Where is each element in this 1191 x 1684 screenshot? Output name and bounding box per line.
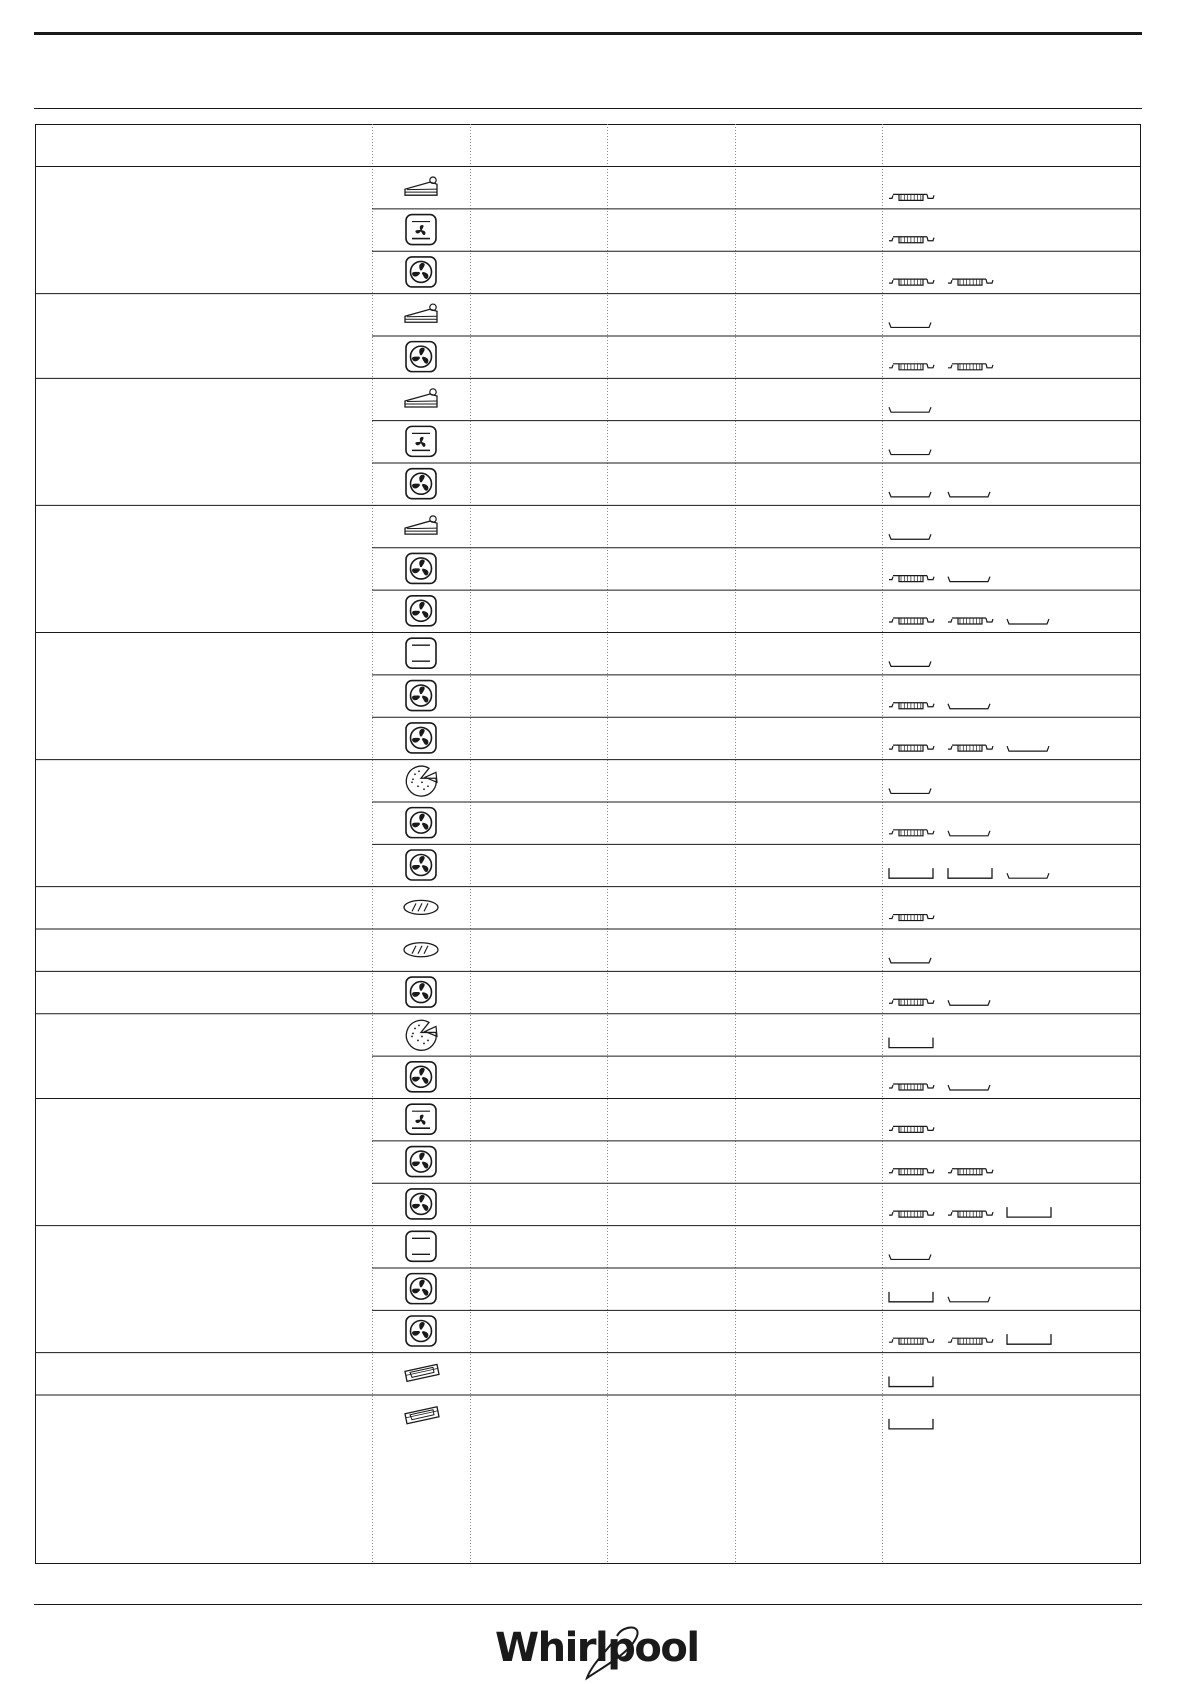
wire-shelf-icon (889, 534, 931, 539)
rack-tray-icon (889, 1211, 934, 1217)
drip-pan-icon (889, 1419, 933, 1429)
wire-shelf-icon (1007, 746, 1049, 751)
bread-icon (404, 900, 438, 914)
rack-tray-icon (889, 999, 934, 1005)
rack-tray-icon (948, 1169, 993, 1175)
pizza-icon (406, 766, 437, 796)
cake-icon (405, 516, 437, 534)
drip-pan-icon (889, 1377, 933, 1387)
rack-tray-icon (948, 745, 993, 751)
forced-air-icon (406, 342, 436, 372)
rack-tray-icon (948, 279, 993, 285)
wire-shelf-icon (889, 450, 931, 455)
wire-shelf-icon (889, 492, 931, 497)
rack-tray-icon (889, 618, 934, 624)
wire-shelf-icon (889, 1254, 931, 1259)
convection-bake-icon (406, 215, 436, 245)
drip-pan-icon (889, 868, 933, 878)
forced-air-icon (406, 469, 436, 499)
forced-air-icon (406, 681, 436, 711)
wire-shelf-icon (889, 322, 931, 327)
rack-tray-icon (889, 745, 934, 751)
wire-shelf-icon (889, 407, 931, 412)
forced-air-icon (406, 1274, 436, 1304)
wire-shelf-icon (948, 704, 990, 709)
wire-shelf-icon (1007, 619, 1049, 624)
brand-logo (495, 1614, 699, 1682)
drip-pan-icon (1007, 1207, 1051, 1217)
rack-tray-icon (948, 364, 993, 370)
wire-shelf-icon (948, 577, 990, 582)
rack-tray-icon (948, 1338, 993, 1344)
wire-shelf-icon (948, 831, 990, 836)
conventional-icon (406, 1231, 436, 1261)
header-rule (34, 108, 1142, 109)
forced-air-icon (406, 723, 436, 753)
drip-pan-icon (889, 1292, 933, 1302)
top-rule (34, 32, 1142, 35)
wire-shelf-icon (948, 1000, 990, 1005)
forced-air-icon (406, 1189, 436, 1219)
pizza-icon (406, 1020, 437, 1050)
rack-tray-icon (889, 830, 934, 836)
rack-tray-icon (889, 1084, 934, 1090)
rack-tray-icon (889, 1338, 934, 1344)
forced-air-icon (406, 1062, 436, 1092)
cake-icon (405, 304, 437, 322)
rack-tray-icon (889, 576, 934, 582)
wire-shelf-icon (948, 1085, 990, 1090)
forced-air-icon (406, 1316, 436, 1346)
forced-air-icon (406, 553, 436, 583)
forced-air-icon (406, 1147, 436, 1177)
wire-shelf-icon (889, 958, 931, 963)
forced-air-icon (406, 977, 436, 1007)
rack-tray-icon (889, 194, 934, 200)
wire-shelf-icon (889, 661, 931, 666)
cake-icon (405, 389, 437, 407)
wire-shelf-icon (889, 788, 931, 793)
cooking-table (35, 124, 1141, 1564)
table-grid (35, 124, 1141, 1564)
forced-air-icon (406, 808, 436, 838)
cake-icon (405, 177, 437, 195)
wire-shelf-icon (1007, 873, 1049, 878)
convection-bake-icon (406, 426, 436, 456)
brand-swirl-icon (495, 1614, 699, 1682)
forced-air-icon (406, 596, 436, 626)
wire-shelf-icon (948, 492, 990, 497)
drip-pan-icon (948, 868, 992, 878)
conventional-icon (406, 638, 436, 668)
rack-tray-icon (889, 1126, 934, 1132)
convection-bake-icon (406, 1104, 436, 1134)
wire-shelf-icon (948, 1297, 990, 1302)
rack-tray-icon (889, 1169, 934, 1175)
footer-rule (34, 1604, 1142, 1605)
rack-tray-icon (948, 1211, 993, 1217)
rack-tray-icon (889, 364, 934, 370)
casserole-icon (405, 1407, 439, 1424)
forced-air-icon (406, 850, 436, 880)
rack-tray-icon (889, 279, 934, 285)
rack-tray-icon (889, 915, 934, 921)
rack-tray-icon (889, 703, 934, 709)
brand-wordmark: Whirlpool (495, 1625, 699, 1671)
casserole-icon (405, 1364, 439, 1381)
drip-pan-icon (1007, 1334, 1051, 1344)
rack-tray-icon (948, 618, 993, 624)
forced-air-icon (406, 257, 436, 287)
drip-pan-icon (889, 1038, 933, 1048)
bread-icon (404, 943, 438, 957)
rack-tray-icon (889, 237, 934, 243)
